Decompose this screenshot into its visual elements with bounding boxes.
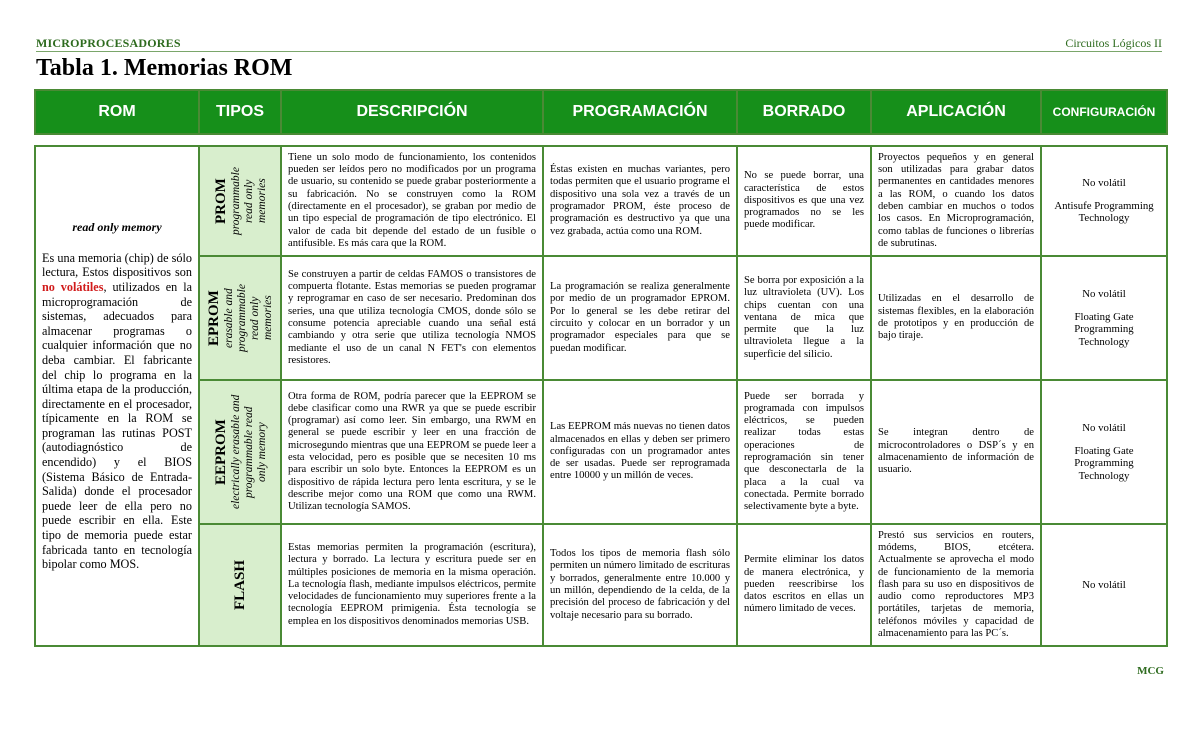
table-row [35, 146, 1167, 256]
col-header-tipos: TIPOS [199, 90, 281, 134]
rom-text: Es una memoria (chip) de sólo lectura, Estos dispositivos son no volátiles, utilizados en la microprogramación de sistemas, adecuados para almacenar programas o cualquier información que no deba cambiar. El fabricante del chip lo programa en la última etapa de la producción, directamente en el procesador, típicamente en la ROM se programan las rutinas POST (autodiagnóstico de encendido) y el BIOS (Sistema Básico de Entrada-Salida) donde el procesador puede leer de ella pero no puede escribir en ella. Este tipo de memoria puede estar fabricada tanto en tecnología bipolar como MOS. [42, 250, 193, 572]
descripcion-cell: Tiene un solo modo de funcionamiento, los contenidos pueden ser leídos pero no modificados por un programa de usuario, su contenido se puede grabar posteriormente a su fabricación. No se construyen como la ROM (directamente en el procesador), se graban por medio de un tipo especial de programación de tipo electrónico. El valor de cada bit depende del estado de un fusible o antifusible. Es más cara que la ROM. [281, 146, 543, 256]
programacion-cell: La programación se realiza generalmente por medio de un programador EPROM. Por lo general se les debe retirar del circuito y colocar en un borrador y un programador especiales para que se puedan modificar. [543, 256, 737, 380]
configuracion-cell: No volátil Antisufe Programming Technology [1041, 146, 1167, 256]
tipo-name: EEPROM [212, 419, 229, 485]
col-header-descripcion: DESCRIPCIÓN [281, 90, 543, 134]
header-gap-row [35, 134, 1167, 146]
aplicacion-cell: Proyectos pequeños y en general son utilizadas para grabar datos permanentes en cantidades menores a las ROM, o cuando los datos deben cambiar en muchos o todos los casos. En Microprogramación, como tablas de funciones o librerías de subrutinas. [871, 146, 1041, 256]
aplicacion-cell: Se integran dentro de microcontroladores o DSP´s y en almacenamiento de información de usuario. [871, 380, 1041, 524]
footer-initials: MCG [1137, 665, 1164, 677]
rom-subtitle: read only memory [72, 220, 162, 235]
rom-highlight: no volátiles [42, 279, 104, 294]
col-header-rom: ROM [35, 90, 199, 134]
configuracion-cell: No volátil Floating Gate Programming Technology [1041, 380, 1167, 524]
tipo-name: EPROM [206, 290, 222, 346]
borrado-cell: Puede ser borrada y programada con impulsos eléctricos, se pueden realizar todas estas operaciones de reprogramación sin tener que desconectarla de la placa a la cual va conectada. Permite borrado selectivamente byte a byte. [737, 380, 871, 524]
tipo-cell-flash [199, 524, 281, 646]
rom-description-cell [35, 146, 199, 646]
aplicacion-cell: Prestó sus servicios en routers, módems, BIOS, etcétera. Actualmente se aprovecha el modo de funcionamiento de la memoria flash para su uso en dispositivos de audio como reproductores MP3 portátiles, tarjetas de memoria, teléfonos móviles y capacidad de almacenamiento para las PC´s. [871, 524, 1041, 646]
header-divider [36, 51, 1162, 52]
col-header-programacion: PROGRAMACIÓN [543, 90, 737, 134]
table-header-row [35, 90, 1167, 134]
tipo-cell-eprom: EPROM erasable and programmable read only memories [199, 256, 281, 380]
page-title: Tabla 1. Memorias ROM [36, 55, 293, 81]
tipo-name: PROM [212, 178, 229, 224]
borrado-cell: Se borra por exposición a la luz ultravioleta (UV). Los chips cuentan con una ventana de mica que permite que la luz ultravioleta llegue a la superficie del silicio. [737, 256, 871, 380]
borrado-cell: No se puede borrar, una característica de estos dispositivos es que una vez programados no se les puede modificar. [737, 146, 871, 256]
programacion-cell: Éstas existen en muchas variantes, pero todas permiten que el usuario programe el dispositivo una sola vez a través de un programador PROM, éste proceso de programación es destructivo ya que una vez grabada, actúa como una ROM. [543, 146, 737, 256]
configuracion-cell: No volátil Floating Gate Programming Technology [1041, 256, 1167, 380]
header-left: MICROPROCESADORES [36, 36, 181, 50]
col-header-configuracion: CONFIGURACIÓN [1041, 90, 1167, 134]
programacion-cell: Todos los tipos de memoria flash sólo permiten un número limitado de escrituras y borrados, generalmente entre 10.000 y un millón, dependiendo de la celda, de la precisión del proceso de fabricación y del voltaje necesario para su borrado. [543, 524, 737, 646]
borrado-cell: Permite eliminar los datos de manera electrónica, y pueden reescribirse los datos escritos en ellas un número limitado de veces. [737, 524, 871, 646]
tipo-cell-prom: PROM programmable read only memories [199, 146, 281, 256]
col-header-borrado: BORRADO [737, 90, 871, 134]
descripcion-cell: Otra forma de ROM, podría parecer que la EEPROM se debe clasificar como una RWR ya que se puede escribir (programar) así como leer. Sin embargo, una RWM en general se puede escribir y leer en una fracción de microsegundo mientras que una EEPROM se puede leer a esta velocidad, pero es posible que se necesiten 10 ms para escribir un solo byte. Entonces la EEPROM es un dispositivo de rápida lectura pero lenta escritura, y se le describe mejor como una ROM que como una RWM. Utilizan tecnología SAMOS. [281, 380, 543, 524]
header-right: Circuitos Lógicos II [1065, 36, 1162, 50]
table-row [35, 256, 1167, 380]
tipo-name: FLASH [232, 560, 248, 611]
tipo-cell-eeprom: EEPROM electrically erasable and programmable read only memory [199, 380, 281, 524]
programacion-cell: Las EEPROM más nuevas no tienen datos almacenados en ellas y deben ser primero configuradas con un programador antes de ser usadas. Puede ser reprogramada entre 10000 y un millón de veces. [543, 380, 737, 524]
descripcion-cell: Se construyen a partir de celdas FAMOS o transistores de compuerta flotante. Estas memorias se pueden programar y reprogramar en caso de ser necesario. Predominan dos series, una que utiliza tecnología CMOS, donde sólo se consume potencia apreciable cuando una señal está cambiando y otra serie que utiliza tecnología NMOS mediante el uso de un canal N FET's con elementos resistores. [281, 256, 543, 380]
table-row [35, 380, 1167, 524]
configuracion-cell: No volátil [1041, 524, 1167, 646]
table-row [35, 524, 1167, 646]
descripcion-cell: Estas memorias permiten la programación (escritura), lectura y borrado. La lectura y escritura puede ser en múltiples posiciones de memoria en la misma operación. La tecnología flash, mediante impulsos eléctricos, permite velocidades de funcionamiento muy superiores frente a la tecnología EEPROM primigenia. Ésta tecnología se emplea en los dispositivos denominados memorias USB. [281, 524, 543, 646]
col-header-aplicacion: APLICACIÓN [871, 90, 1041, 134]
rom-table [34, 89, 1168, 647]
aplicacion-cell: Utilizadas en el desarrollo de sistemas flexibles, en la elaboración de prototipos y en producción de bajo tiraje. [871, 256, 1041, 380]
rom-table-wrapper [34, 89, 1166, 647]
